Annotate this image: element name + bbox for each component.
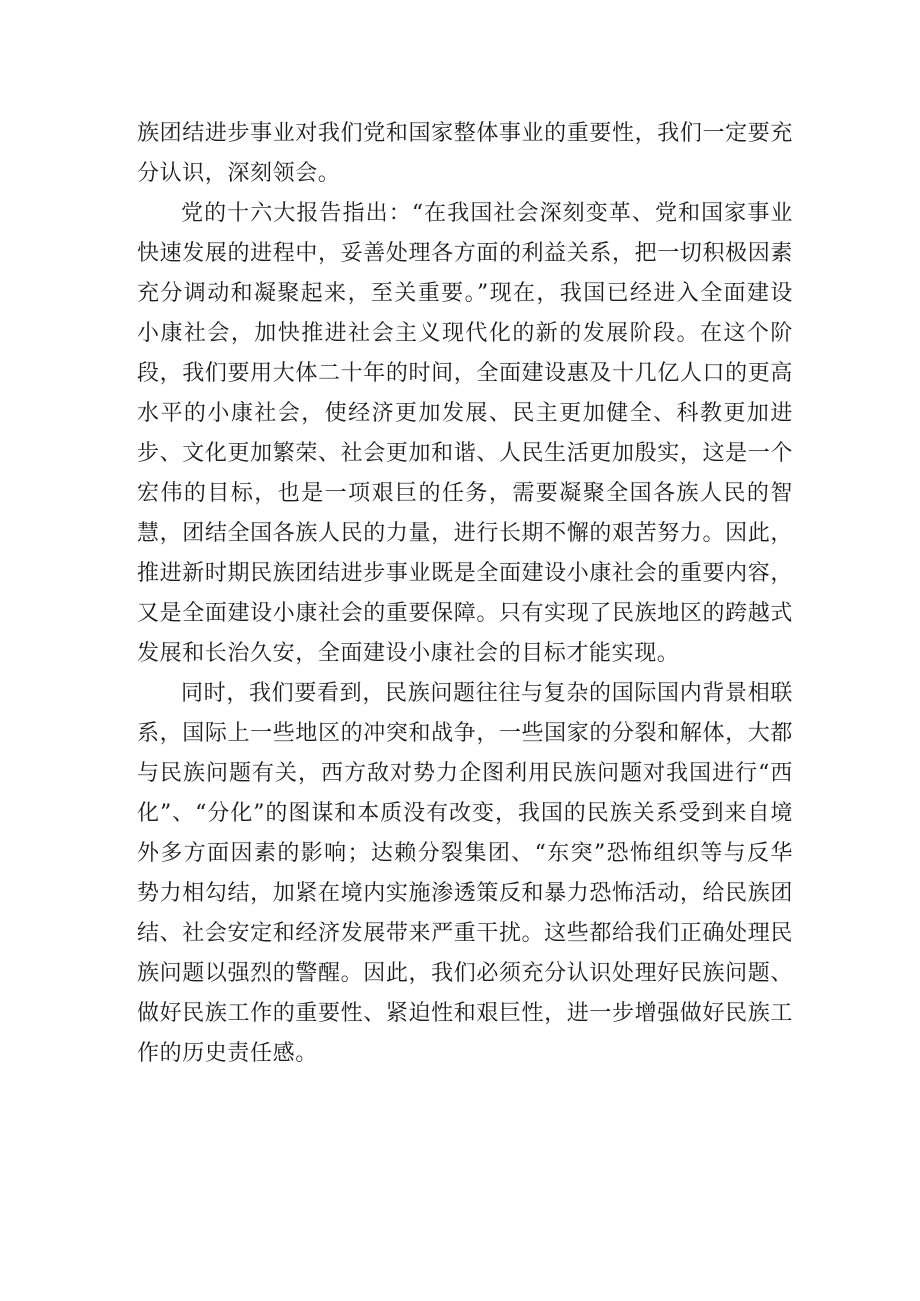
paragraph: 同时，我们要看到，民族问题往往与复杂的国际国内背景相联系，国际上一些地区的冲突和战争，一些国家的分裂和解体，大都与民族问题有关，西方敌对势力企图利用民族问题对我国进行“西化”、“分化”的图谋和本质没有改变，我国的民族关系受到来自境外多方面因素的影响；达赖分裂集团、“东突”恐怖组织等与反华势力相勾结，加紧在境内实施渗透策反和暴力恐怖活动，给民族团结、社会安定和经济发展带来严重干扰。这些都给我们正确处理民族问题以强烈的警醒。因此，我们必须充分认识处理好民族问题、做好民族工作的重要性、紧迫性和艰巨性，进一步增强做好民族工作的历史责任感。 (137, 681, 793, 1066)
document-body (137, 114, 793, 1074)
paragraph: 族团结进步事业对我们党和国家整体事业的重要性，我们一定要充分认识，深刻领会。 (137, 121, 793, 186)
paragraph: 党的十六大报告指出：“在我国社会深刻变革、党和国家事业快速发展的进程中，妥善处理各方面的利益关系，把一切积极因素充分调动和凝聚起来，至关重要。”现在，我国已经进入全面建设小康社会，加快推进社会主义现代化的新的发展阶段。在这个阶段，我们要用大体二十年的时间，全面建设惠及十几亿人口的更高水平的小康社会，使经济更加发展、民主更加健全、科教更加进步、文化更加繁荣、社会更加和谐、人民生活更加殷实，这是一个宏伟的目标，也是一项艰巨的任务，需要凝聚全国各族人民的智慧，团结全国各族人民的力量，进行长期不懈的艰苦努力。因此，推进新时期民族团结进步事业既是全面建设小康社会的重要内容，又是全面建设小康社会的重要保障。只有实现了民族地区的跨越式发展和长治久安，全面建设小康社会的目标才能实现。 (137, 201, 793, 666)
